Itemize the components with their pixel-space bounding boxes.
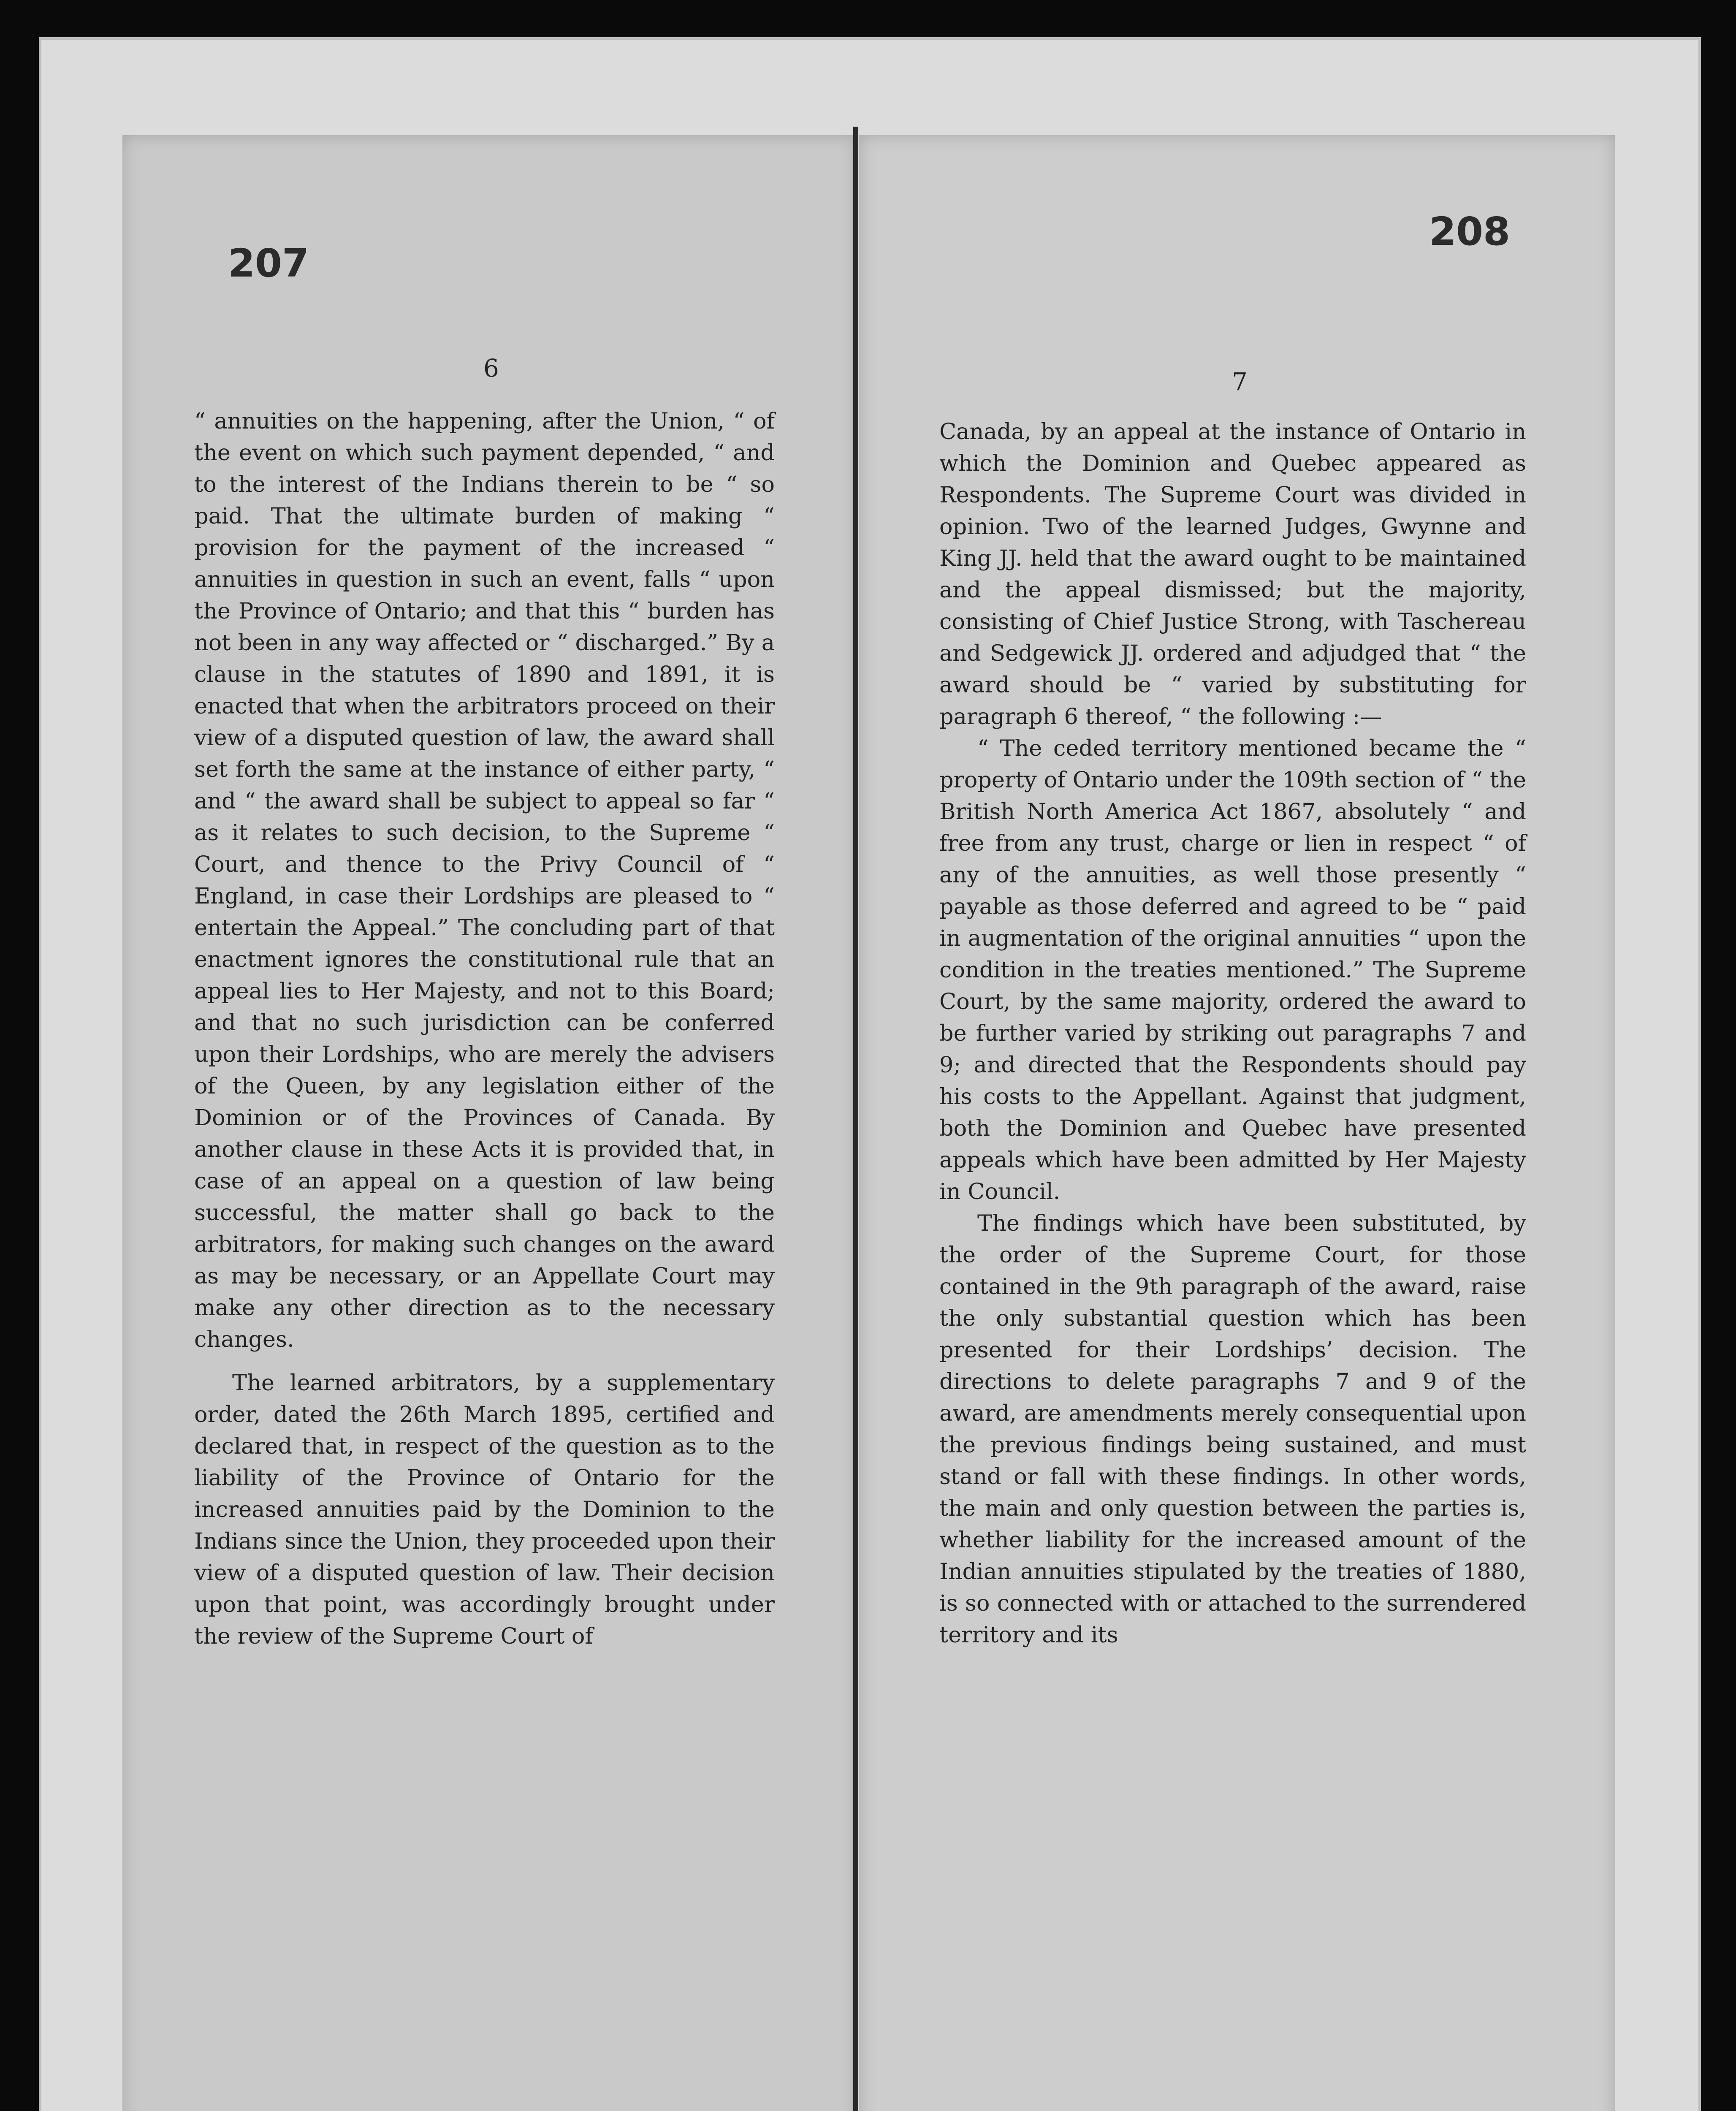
left-page-text	[194, 405, 775, 1652]
right-page-text	[939, 416, 1526, 1651]
left-paragraph-2: The learned arbitrators, by a supplementary order, dated the 26th March 1895, certified and declared that, in respect of the question as to the liability of the Province of Ontario for the increased annuities paid by the Dominion to the Indians since the Union, they proceeded upon their view of a disputed question of law. Their decision upon that point, was accordingly brought under the review of the Supreme Court of	[194, 1370, 775, 1649]
right-folio-number: 7	[1232, 367, 1248, 396]
right-paragraph-1: Canada, by an appeal at the instance of Ontario in which the Dominion and Quebec appeared as Respondents. The Supreme Court was divided in opinion. Two of the learned Judges, Gwynne and King JJ. held that the award ought to be maintained and the appeal dismissed; but the majority, consisting of Chief Justice Strong, with Taschereau and Sedgewick JJ. ordered and adjudged that “ the award should be “ varied by substituting for paragraph 6 thereof, “ the following :—	[939, 419, 1526, 730]
left-page-stamp: 207	[228, 241, 309, 286]
right-paragraph-3: The findings which have been substituted, by the order of the Supreme Court, for those contained in the 9th paragraph of the award, raise the only substantial question which has been presented for their Lordships’ decision. The directions to delete paragraphs 7 and 9 of the award, are amendments merely consequential upon the previous findings being sustained, and must stand or fall with these findings. In other words, the main and only question between the parties is, whether liability for the increased amount of the Indian annuities stipulated by the treaties of 1880, is so connected with or attached to the surrendered territory and its	[939, 1210, 1526, 1648]
right-paragraph-2: “ The ceded territory mentioned became the “ property of Ontario under the 109th section of “ the British North America Act 1867, absolutely “ and free from any trust, charge or lien in respect “ of any of the annuities, as well those presently “ payable as those deferred and agreed to be “ paid in augmentation of the original annuities “ upon the condition in the treaties mentioned.” The Supreme Court, by the same majority, ordered the award to be further varied by striking out paragraphs 7 and 9; and directed that the Respondents should pay his costs to the Appellant. Against that judgment, both the Dominion and Quebec have presented appeals which have been admitted by Her Majesty in Council.	[939, 735, 1526, 1205]
page-fold	[853, 127, 858, 2111]
left-paragraph-1: “ annuities on the happening, after the Union, “ of the event on which such payment depended, “ and to the interest of the Indians therein to be “ so paid. That the ultimate burden of making “ provision for the payment of the increased “ annuities in question in such an event, falls “ upon the Province of Ontario; and that this “ burden has not been in any way affected or “ discharged.” By a clause in the statutes of 1890 and 1891, it is enacted that when the arbitrators proceed on their view of a disputed question of law, the award shall set forth the same at the instance of either party, “ and “ the award shall be subject to appeal so far “ as it relates to such decision, to the Supreme “ Court, and thence to the Privy Council of “ England, in case their Lordships are pleased to “ entertain the Appeal.” The concluding part of that enactment ignores the constitutional rule that an appeal lies to Her Majesty, and not to this Board; and that no such jurisdiction can be conferred upon their Lordships, who are merely the advisers of the Queen, by any legislation either of the Dominion or of the Provinces of Canada. By another clause in these Acts it is provided that, in case of an appeal on a question of law being successful, the matter shall go back to the arbitrators, for making such changes on the award as may be necessary, or an Appellate Court may make any other direction as to the necessary changes.	[194, 408, 775, 1352]
right-page-stamp: 208	[1429, 209, 1511, 254]
left-folio-number: 6	[483, 354, 499, 383]
